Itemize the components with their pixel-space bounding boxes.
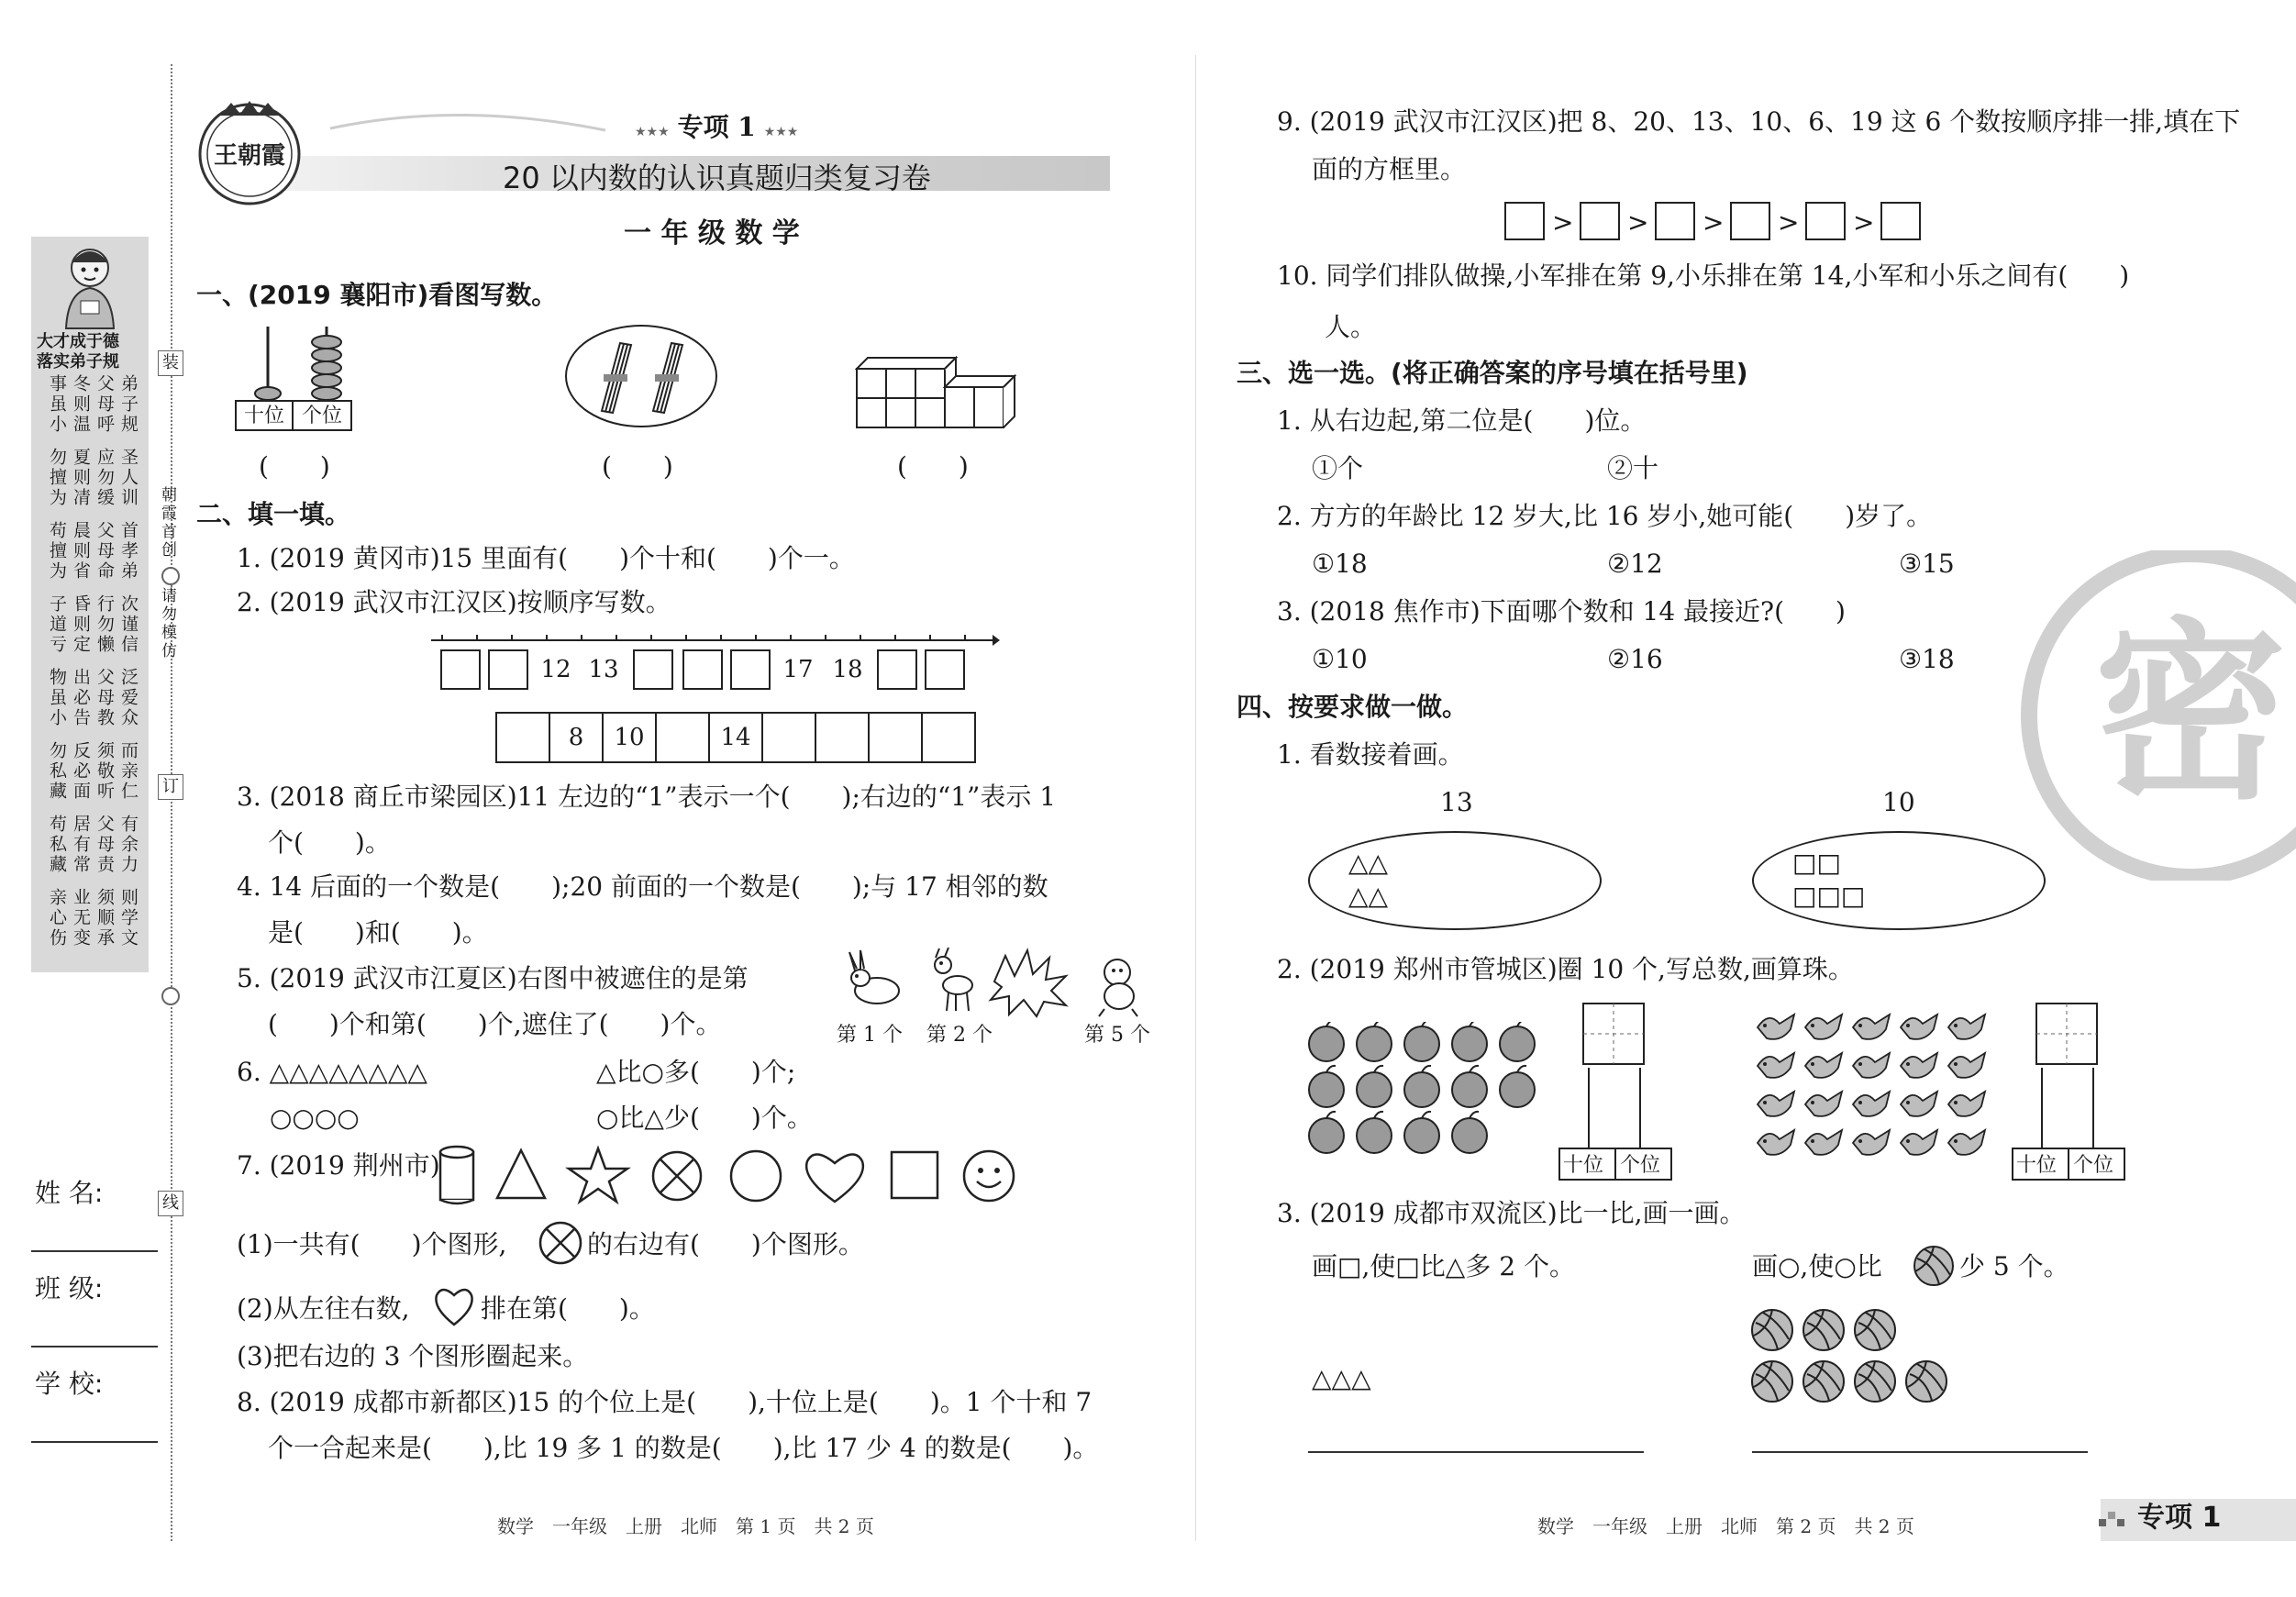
q4-text-b: 是( )和( )。 bbox=[268, 917, 488, 948]
q9-answer-box[interactable] bbox=[1880, 202, 1921, 240]
do-1-squares-2: □□□ bbox=[1792, 881, 1866, 911]
poem-column: 物虽小 bbox=[47, 668, 67, 728]
q8-text-b: 个一合起来是( ),比 19 多 1 的数是( ),比 17 少 4 的数是( )。 bbox=[268, 1433, 1099, 1463]
sequence-blank-cell[interactable] bbox=[921, 712, 976, 763]
q6-text-a: △比○多( )个; bbox=[596, 1057, 796, 1087]
footer-left: 数学 一年级 上册 北师 第 1 页 共 2 页 bbox=[497, 1515, 874, 1537]
poem-column: 泛爱众 bbox=[118, 668, 139, 728]
brand-logo-seal bbox=[193, 95, 306, 209]
poem-column: 须敬听 bbox=[94, 741, 115, 802]
do-1-triangles-2: △△ bbox=[1348, 881, 1389, 911]
bird bbox=[1901, 1092, 1937, 1116]
abacus-frame-1-ones: 个位 bbox=[1620, 1154, 1661, 1177]
bird-eye bbox=[1763, 1024, 1767, 1027]
apple bbox=[1404, 1026, 1439, 1061]
apple bbox=[1309, 1072, 1344, 1107]
bird-eye bbox=[1906, 1062, 1910, 1066]
apple bbox=[1500, 1072, 1535, 1107]
bird-eye bbox=[1906, 1024, 1910, 1027]
bird bbox=[1901, 1015, 1937, 1039]
poem-column: 居有常 bbox=[71, 815, 91, 875]
apple-stem bbox=[1422, 1112, 1431, 1118]
apple bbox=[1357, 1072, 1392, 1107]
cube-blocks-picture bbox=[855, 354, 1016, 431]
stick-bundles-picture bbox=[563, 323, 719, 429]
volleyball bbox=[1855, 1310, 1895, 1350]
apple bbox=[1309, 1118, 1344, 1153]
page-center-line bbox=[1195, 55, 1196, 1541]
apple-stem bbox=[1326, 1066, 1336, 1072]
bind-mark-xian: 线 bbox=[158, 1191, 183, 1216]
copyright-note-1: 朝霞首创 bbox=[158, 486, 176, 560]
sequence-number-cell: 8 bbox=[549, 712, 604, 763]
poem-column: 父母命 bbox=[94, 521, 115, 582]
q7-2-heart-icon bbox=[431, 1282, 477, 1328]
sequence-blank-box[interactable] bbox=[877, 649, 917, 690]
do-1-triangles-1: △△ bbox=[1348, 848, 1389, 878]
bird bbox=[1805, 1015, 1842, 1039]
sequence-blank-box[interactable] bbox=[633, 649, 673, 690]
q3-text-a: 3. (2018 商丘市梁园区)11 左边的“1”表示一个( );右边的“1”表示 1 bbox=[237, 782, 1057, 812]
section-1-title: 一、(2019 襄阳市)看图写数。 bbox=[196, 280, 558, 310]
bird bbox=[1758, 1053, 1794, 1078]
binding-hole-1 bbox=[161, 567, 180, 585]
q3-text-b: 个( )。 bbox=[268, 827, 391, 858]
footer-right: 数学 一年级 上册 北师 第 2 页 共 2 页 bbox=[1537, 1515, 1914, 1537]
sequence-number: 13 bbox=[588, 656, 619, 683]
choice-2-opt-c[interactable]: ③15 bbox=[1899, 549, 1955, 579]
poem-column: 冬则温 bbox=[71, 374, 91, 435]
q10-text-b: 人。 bbox=[1325, 312, 1377, 342]
choice-2-text: 2. 方方的年龄比 12 岁大,比 16 岁小,她可能( )岁了。 bbox=[1277, 501, 1933, 531]
q9-answer-box[interactable] bbox=[1504, 202, 1545, 240]
q7-3-text: (3)把右边的 3 个图形圈起来。 bbox=[237, 1341, 589, 1371]
stars-right: ★★★ bbox=[763, 125, 799, 139]
poem-column: 勿私藏 bbox=[47, 741, 67, 802]
greater-than-sign: > bbox=[1778, 207, 1800, 238]
choice-1-text: 1. 从右边起,第二位是( )位。 bbox=[1277, 405, 1647, 436]
apple-stem bbox=[1517, 1066, 1526, 1072]
poem-column: 勿擅为 bbox=[47, 448, 67, 508]
apple-stem bbox=[1517, 1022, 1526, 1026]
corner-squares bbox=[2099, 1512, 2126, 1528]
choice-3-opt-b[interactable]: ②16 bbox=[1607, 644, 1663, 674]
bird-eye bbox=[1906, 1101, 1910, 1104]
abacus-label-tens: 十位 bbox=[235, 400, 294, 431]
apple bbox=[1452, 1072, 1487, 1107]
poem-column: 出必告 bbox=[71, 668, 91, 728]
q7-1-text-b: 的右边有( )个图形。 bbox=[587, 1229, 864, 1259]
do-3-left-instruction: 画□,使□比△多 2 个。 bbox=[1312, 1251, 1575, 1281]
apple bbox=[1452, 1118, 1487, 1153]
bird-eye bbox=[1811, 1101, 1814, 1104]
sequence-number: 17 bbox=[782, 656, 814, 683]
apple bbox=[1500, 1026, 1535, 1061]
poem-column: 父母教 bbox=[94, 668, 115, 728]
bird-eye bbox=[1811, 1139, 1814, 1143]
poem-column: 反必面 bbox=[71, 741, 91, 802]
q7-2-text-b: 排在第( )。 bbox=[481, 1293, 655, 1324]
bird bbox=[1758, 1130, 1794, 1155]
apple bbox=[1357, 1118, 1392, 1153]
dizigui-poem bbox=[35, 374, 145, 970]
bird-eye bbox=[1954, 1024, 1958, 1027]
bird bbox=[1805, 1130, 1842, 1155]
stamp-text: 密 bbox=[2093, 601, 2288, 826]
abacus-label-ones: 个位 bbox=[294, 400, 352, 431]
bird bbox=[1853, 1015, 1890, 1039]
bird-eye bbox=[1954, 1062, 1958, 1066]
q1-text: 1. (2019 黄冈市)15 里面有( )个十和( )个一。 bbox=[237, 543, 855, 573]
binding-dotted-line bbox=[171, 64, 172, 1541]
sequence-blank-cell[interactable] bbox=[868, 712, 923, 763]
section-3-title: 三、选一选。(将正确答案的序号填在括号里) bbox=[1237, 358, 1748, 388]
greater-than-sign: > bbox=[1627, 207, 1649, 238]
choice-3-text: 3. (2018 焦作市)下面哪个数和 14 最接近?( ) bbox=[1277, 596, 1846, 627]
poem-column: 夏则凊 bbox=[71, 448, 91, 508]
greater-than-sign: > bbox=[1703, 207, 1725, 238]
q9-answer-box[interactable] bbox=[1580, 202, 1620, 240]
sequence-blank-box[interactable] bbox=[488, 649, 528, 690]
bird-eye bbox=[1858, 1062, 1862, 1066]
do-2-text: 2. (2019 郑州市管城区)圈 10 个,写总数,画算珠。 bbox=[1277, 954, 1854, 984]
copyright-note-2: 请勿模仿 bbox=[158, 587, 176, 660]
do-1-squares-1: □□ bbox=[1792, 848, 1841, 878]
poem-column: 苟擅为 bbox=[47, 521, 67, 582]
abacus-frame-2-ones: 个位 bbox=[2073, 1154, 2114, 1177]
poem-column: 则学文 bbox=[118, 888, 139, 948]
apple-stem bbox=[1374, 1112, 1383, 1118]
bird-eye bbox=[1811, 1062, 1814, 1066]
poem-column: 子道亏 bbox=[47, 594, 67, 655]
q7-text: 7. (2019 荆州市) bbox=[237, 1150, 440, 1181]
logo-text: 王朝霞 bbox=[213, 142, 286, 170]
answer-paren-2[interactable]: ( ) bbox=[602, 451, 673, 482]
poem-column: 次谨信 bbox=[118, 594, 139, 655]
poem-column: 苟私藏 bbox=[47, 815, 67, 875]
volleyball bbox=[1855, 1361, 1895, 1402]
answer-paren-1[interactable]: ( ) bbox=[259, 451, 330, 482]
apples-picture bbox=[1306, 1022, 1552, 1159]
q7-shapes-row bbox=[437, 1141, 1024, 1211]
bird bbox=[1805, 1053, 1842, 1078]
q9-answer-box[interactable] bbox=[1655, 202, 1695, 240]
q7-1-crossed-circle-icon bbox=[538, 1220, 583, 1266]
school-line bbox=[31, 1441, 158, 1443]
apple-stem bbox=[1374, 1066, 1383, 1072]
poem-column: 事虽小 bbox=[47, 374, 67, 435]
q5-animals-picture bbox=[840, 945, 1152, 1018]
apple bbox=[1309, 1026, 1344, 1061]
greater-than-sign: > bbox=[1552, 207, 1574, 238]
apple-stem bbox=[1326, 1022, 1336, 1026]
apple bbox=[1452, 1026, 1487, 1061]
q7-2-text-a: (2)从左往右数, bbox=[237, 1293, 410, 1324]
bird-eye bbox=[1763, 1139, 1767, 1143]
sequence-blank-box[interactable] bbox=[440, 649, 481, 690]
q4-text-a: 4. 14 后面的一个数是( );20 前面的一个数是( );与 17 相邻的数 bbox=[237, 871, 1048, 902]
bird bbox=[1901, 1130, 1937, 1155]
bird-eye bbox=[1906, 1139, 1910, 1143]
paper-title: 20 以内数的认识真题归类复习卷 bbox=[503, 161, 931, 195]
apple bbox=[1357, 1026, 1392, 1061]
apple-stem bbox=[1470, 1112, 1479, 1118]
poem-column: 圣人训 bbox=[118, 448, 139, 508]
volleyball bbox=[1803, 1361, 1844, 1402]
sequence-number-cell: 14 bbox=[708, 712, 763, 763]
class-label: 班 级: bbox=[35, 1273, 104, 1303]
poem-column: 须顺承 bbox=[94, 888, 115, 948]
abacus-frame-2-tens: 十位 bbox=[2016, 1154, 2058, 1177]
sequence-blank-cell[interactable] bbox=[495, 712, 550, 763]
bird bbox=[1853, 1130, 1890, 1155]
sequence-blank-box[interactable] bbox=[682, 649, 723, 690]
bird bbox=[1758, 1015, 1794, 1039]
apple bbox=[1404, 1118, 1439, 1153]
q8-text-a: 8. (2019 成都市新都区)15 的个位上是( ),十位上是( )。1 个十和 7 bbox=[237, 1387, 1093, 1417]
school-label: 学 校: bbox=[35, 1369, 104, 1399]
poem-column: 晨则省 bbox=[71, 521, 91, 582]
bird-eye bbox=[1858, 1101, 1862, 1104]
q5-label-1: 第 1 个 bbox=[837, 1024, 903, 1047]
poem-column: 有余力 bbox=[118, 815, 139, 875]
q6-text-b: ○比△少( )个。 bbox=[596, 1103, 813, 1133]
poem-column: 父母责 bbox=[94, 815, 115, 875]
section-2-title: 二、填一填。 bbox=[196, 499, 351, 529]
volleyball bbox=[1752, 1310, 1792, 1350]
sequence-blank-cell[interactable] bbox=[815, 712, 870, 763]
choice-1-opt-a[interactable]: ①个 bbox=[1312, 453, 1364, 483]
do-1-number-13: 13 bbox=[1440, 787, 1473, 817]
choice-2-opt-a[interactable]: ①18 bbox=[1312, 549, 1368, 579]
bird-eye bbox=[1954, 1101, 1958, 1104]
bird-eye bbox=[1954, 1139, 1958, 1143]
do-3-triangles: △△△ bbox=[1312, 1363, 1371, 1393]
sequence-blank-box[interactable] bbox=[730, 649, 771, 690]
poem-column: 亲心伤 bbox=[47, 888, 67, 948]
section-4-title: 四、按要求做一做。 bbox=[1237, 692, 1469, 722]
bird bbox=[1758, 1092, 1794, 1116]
poem-column: 父母呼 bbox=[94, 374, 115, 435]
bird-eye bbox=[1763, 1101, 1767, 1104]
motto-1: 大才成于德 bbox=[37, 332, 119, 351]
poem-column: 应勿缓 bbox=[94, 448, 115, 508]
q10-text-a: 10. 同学们排队做操,小军排在第 9,小乐排在第 14,小军和小乐之间有( ) bbox=[1277, 261, 2130, 291]
volleyball bbox=[1906, 1361, 1947, 1402]
volleyball bbox=[1803, 1310, 1844, 1350]
class-line bbox=[31, 1346, 158, 1347]
sequence-blank-cell[interactable] bbox=[761, 712, 816, 763]
poem-column: 行勿懒 bbox=[94, 594, 115, 655]
bird bbox=[1901, 1053, 1937, 1078]
q5-label-5: 第 5 个 bbox=[1084, 1024, 1150, 1047]
do-3-text: 3. (2019 成都市双流区)比一比,画一画。 bbox=[1277, 1198, 1746, 1228]
do-3-answer-line-left[interactable] bbox=[1308, 1451, 1644, 1453]
choice-3-opt-a[interactable]: ①10 bbox=[1312, 644, 1368, 674]
volleyballs-group bbox=[1748, 1306, 1959, 1407]
bind-mark-ding: 订 bbox=[158, 774, 183, 800]
series-label bbox=[635, 112, 798, 148]
answer-paren-3[interactable]: ( ) bbox=[897, 451, 969, 482]
q2-text: 2. (2019 武汉市江汉区)按顺序写数。 bbox=[237, 587, 671, 617]
name-label: 姓 名: bbox=[35, 1178, 104, 1208]
sequence-blank-cell[interactable] bbox=[655, 712, 710, 763]
do-1-text: 1. 看数接着画。 bbox=[1277, 739, 1464, 770]
q7-1-text-a: (1)一共有( )个图形, bbox=[237, 1229, 507, 1259]
do-3-right-instruction-b: 少 5 个。 bbox=[1959, 1251, 2069, 1281]
q5-label-2: 第 2 个 bbox=[926, 1024, 993, 1047]
scholar-illustration bbox=[48, 240, 132, 332]
birds-picture bbox=[1752, 1004, 2000, 1169]
series-text: 专项 1 bbox=[677, 112, 756, 142]
q6-circles: ○○○○ bbox=[270, 1103, 360, 1133]
bind-mark-zhuang: 装 bbox=[158, 350, 183, 376]
poem-column: 昏则定 bbox=[71, 594, 91, 655]
greater-than-sign: > bbox=[1853, 207, 1875, 238]
name-line bbox=[31, 1250, 158, 1252]
stars-left: ★★★ bbox=[635, 125, 670, 139]
apple-stem bbox=[1470, 1022, 1479, 1026]
q5-text-b: ( )个和第( )个,遮住了( )个。 bbox=[268, 1009, 722, 1039]
bird bbox=[1948, 1130, 1985, 1155]
bird-eye bbox=[1858, 1139, 1862, 1143]
bird-eye bbox=[1858, 1024, 1862, 1027]
do-3-answer-line-right[interactable] bbox=[1752, 1451, 2088, 1453]
bird-eye bbox=[1763, 1062, 1767, 1066]
volleyball-icon bbox=[1912, 1244, 1956, 1288]
apple bbox=[1404, 1072, 1439, 1107]
q9-text-b: 面的方框里。 bbox=[1312, 154, 1467, 184]
q9-text-a: 9. (2019 武汉市江汉区)把 8、20、13、10、6、19 这 6 个数按顺序排一排,填在下 bbox=[1277, 106, 2241, 137]
do-3-right-instruction-a: 画○,使○比 bbox=[1752, 1251, 1882, 1281]
apple-stem bbox=[1422, 1066, 1431, 1072]
binding-hole-2 bbox=[161, 987, 180, 1005]
sequence-blank-box[interactable] bbox=[925, 649, 965, 690]
bird-eye bbox=[1811, 1024, 1814, 1027]
choice-1-opt-b[interactable]: ②十 bbox=[1607, 453, 1659, 483]
volleyball bbox=[1752, 1361, 1792, 1402]
bird bbox=[1853, 1092, 1890, 1116]
poem-column: 而亲仁 bbox=[118, 741, 139, 802]
choice-3-opt-c[interactable]: ③18 bbox=[1899, 644, 1955, 674]
poem-column: 首孝弟 bbox=[118, 521, 139, 582]
secret-stamp-watermark bbox=[2016, 550, 2296, 881]
bird bbox=[1805, 1092, 1842, 1116]
bird bbox=[1853, 1053, 1890, 1078]
q6-triangles: 6. △△△△△△△△ bbox=[237, 1057, 427, 1087]
motto-2: 落实弟子规 bbox=[37, 352, 119, 372]
sequence-number-cell: 10 bbox=[602, 712, 657, 763]
sequence-number: 18 bbox=[832, 656, 863, 683]
corner-label: 专项 1 bbox=[2137, 1502, 2222, 1534]
sequence-number: 12 bbox=[540, 656, 571, 683]
apple-stem bbox=[1326, 1112, 1336, 1118]
do-1-number-10: 10 bbox=[1882, 787, 1915, 817]
q9-answer-box[interactable] bbox=[1730, 202, 1770, 240]
bird bbox=[1948, 1015, 1985, 1039]
poem-column: 弟子规 bbox=[118, 374, 139, 435]
apple-stem bbox=[1422, 1022, 1431, 1026]
bird bbox=[1948, 1092, 1985, 1116]
choice-2-opt-b[interactable]: ②12 bbox=[1607, 549, 1663, 579]
poem-column: 业无变 bbox=[71, 888, 91, 948]
apple-stem bbox=[1374, 1022, 1383, 1026]
paper-subtitle: 一 年 级 数 学 bbox=[624, 217, 800, 250]
bird bbox=[1948, 1053, 1985, 1078]
abacus-frame-1-tens: 十位 bbox=[1563, 1154, 1604, 1177]
q5-text-a: 5. (2019 武汉市江夏区)右图中被遮住的是第 bbox=[237, 963, 749, 993]
apple-stem bbox=[1470, 1066, 1479, 1072]
q9-answer-box[interactable] bbox=[1805, 202, 1846, 240]
